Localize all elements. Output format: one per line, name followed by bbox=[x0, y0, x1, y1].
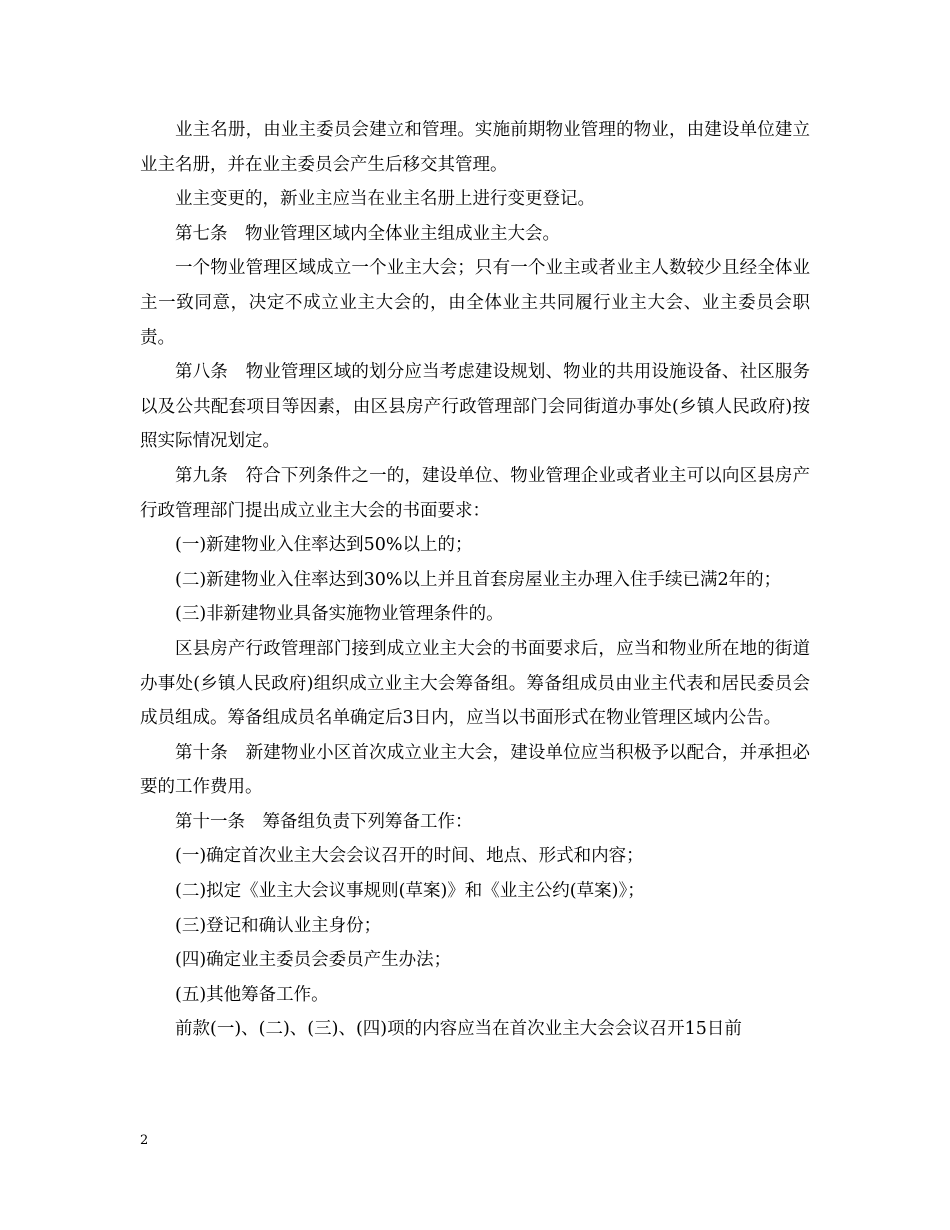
list-item: (四)确定业主委员会委员产生办法； bbox=[175, 950, 452, 971]
document-body bbox=[140, 113, 810, 1047]
list-item: (一)新建物业入住率达到50%以上的； bbox=[175, 535, 473, 556]
article-heading-9: 第九条 符合下列条件之一的，建设单位、物业管理企业或者业主可以向区县房产行政管理部门提出成立业主大会的书面要求： bbox=[140, 465, 810, 521]
paragraph: 一个物业管理区域成立一个业主大会；只有一个业主或者业主人数较少且经全体业主一致同意，决定不成立业主大会的，由全体业主共同履行业主大会、业主委员会职责。 bbox=[140, 258, 810, 348]
paragraph: 业主变更的，新业主应当在业主名册上进行变更登记。 bbox=[175, 189, 595, 210]
article-heading-8: 第八条 物业管理区域的划分应当考虑建设规划、物业的共用设施设备、社区服务以及公共配套项目等因素，由区县房产行政管理部门会同街道办事处(乡镇人民政府)按照实际情况划定。 bbox=[140, 362, 810, 452]
list-item: (一)确定首次业主大会会议召开的时间、地点、形式和内容； bbox=[175, 846, 644, 867]
article-heading-10: 第十条 新建物业小区首次成立业主大会，建设单位应当积极予以配合，并承担必要的工作费用。 bbox=[140, 742, 810, 798]
list-item: (五)其他筹备工作。 bbox=[175, 984, 329, 1005]
list-item: (二)拟定《业主大会议事规则(草案)》和《业主公约(草案)》； bbox=[175, 881, 645, 902]
paragraph: 区县房产行政管理部门接到成立业主大会的书面要求后，应当和物业所在地的街道办事处(乡镇人民政府)组织成立业主大会筹备组。筹备组成员由业主代表和居民委员会成员组成。筹备组成员名单确定后3日内，应当以书面形式在物业管理区域内公告。 bbox=[140, 638, 810, 729]
list-item: (三)非新建物业具备实施物业管理条件的。 bbox=[175, 604, 504, 625]
paragraph: 业主名册，由业主委员会建立和管理。实施前期物业管理的物业，由建设单位建立业主名册，并在业主委员会产生后移交其管理。 bbox=[140, 120, 810, 175]
list-item: (三)登记和确认业主身份； bbox=[175, 915, 382, 936]
paragraph: 前款(一)、(二)、(三)、(四)项的内容应当在首次业主大会会议召开15日前 bbox=[175, 1019, 742, 1040]
article-heading-11: 第十一条 筹备组负责下列筹备工作： bbox=[175, 811, 473, 832]
article-heading-7: 第七条 物业管理区域内全体业主组成业主大会。 bbox=[175, 223, 560, 244]
list-item: (二)新建物业入住率达到30%以上并且首套房屋业主办理入住手续已满2年的； bbox=[175, 569, 782, 590]
page-number: 2 bbox=[140, 1133, 149, 1148]
